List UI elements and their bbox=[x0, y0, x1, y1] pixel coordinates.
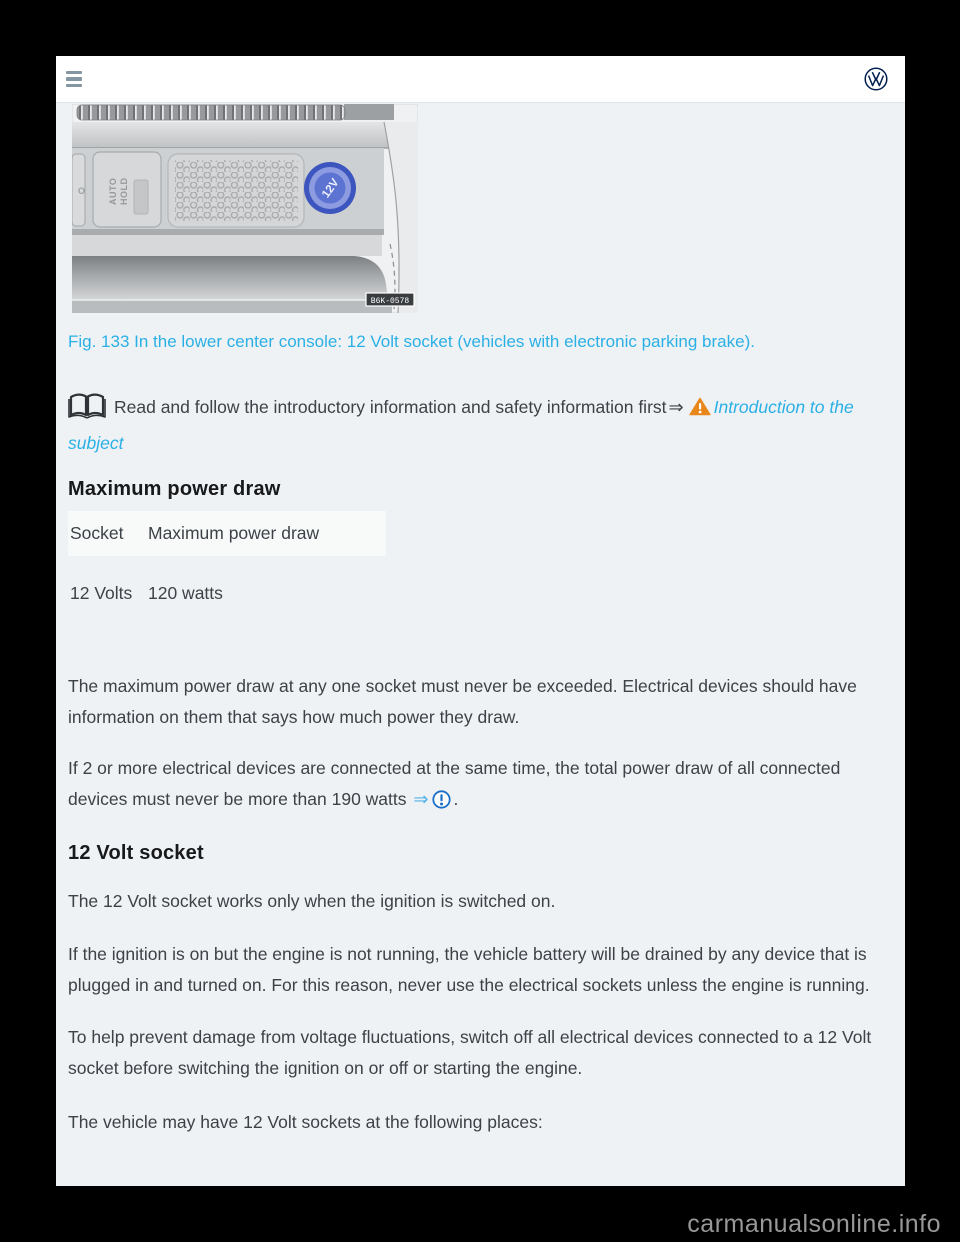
auto-hold-label-line1: AUTO bbox=[108, 177, 118, 205]
table-header-row bbox=[68, 511, 386, 556]
table-header-socket: Socket bbox=[70, 523, 124, 543]
hamburger-menu-icon[interactable] bbox=[66, 71, 84, 87]
manual-page-card bbox=[56, 56, 905, 1186]
heading-12-volt-socket: 12 Volt socket bbox=[68, 842, 204, 864]
paragraph-battery-drain: If the ignition is on but the engine is not running, the vehicle battery will be drained by any device that is plugged in and turned on. For this reason, never use the electrical sockets unless the engine is running. bbox=[68, 944, 870, 995]
auto-hold-label-line2: HOLD bbox=[119, 177, 129, 205]
power-draw-table bbox=[68, 511, 905, 604]
table-row bbox=[68, 583, 386, 604]
intro-note bbox=[68, 392, 880, 458]
ribbed-trim bbox=[77, 105, 345, 120]
paragraph-total-draw-end: . bbox=[453, 789, 459, 809]
intro-reference-link[interactable]: Introduction to the subject bbox=[68, 397, 854, 453]
ref-arrow-blue-icon[interactable]: ⇒ bbox=[413, 789, 429, 809]
paragraph-voltage-fluctuations: To help prevent damage from voltage fluctuations, switch off all electrical devices connected to a 12 Volt socket before switching the ignition on or off or starting the engine. bbox=[68, 1027, 872, 1078]
figure-image bbox=[72, 104, 418, 313]
page-content bbox=[56, 104, 905, 1138]
paragraph-socket-places: The vehicle may have 12 Volt sockets at the following places: bbox=[68, 1112, 543, 1132]
intro-text: Read and follow the introductory information and safety information first bbox=[114, 397, 667, 417]
table-header-draw: Maximum power draw bbox=[148, 523, 320, 543]
socket-12v bbox=[304, 162, 356, 214]
heading-maximum-power-draw: Maximum power draw bbox=[68, 478, 281, 500]
figure-code-tag bbox=[366, 293, 414, 306]
watermark-link[interactable]: carmanualsonline.info bbox=[687, 1210, 941, 1238]
table-cell-draw: 120 watts bbox=[148, 583, 223, 603]
ref-arrow-icon: ⇒ bbox=[668, 397, 684, 417]
warning-triangle-icon bbox=[689, 395, 711, 425]
paragraph-total-draw bbox=[68, 753, 880, 819]
svg-text:O: O bbox=[78, 186, 86, 196]
paragraph-total-draw-text: If 2 or more electrical devices are connected at the same time, the total power draw of all connected devices must never be more than 190 watts bbox=[68, 758, 841, 809]
table-cell-socket: 12 Volts bbox=[70, 583, 133, 603]
exclamation-circle-icon[interactable] bbox=[432, 788, 451, 819]
paragraph-max-draw: The maximum power draw at any one socket must never be exceeded. Electrical devices should have information on them that says how much power they draw. bbox=[68, 676, 857, 727]
socket-12v-label: 12V bbox=[320, 176, 342, 201]
viewer-header bbox=[56, 56, 905, 103]
figure-code-text: B6K-0578 bbox=[370, 297, 410, 306]
figure-caption: Fig. 133 In the lower center console: 12 Volt socket (vehicles with electronic parking brake). bbox=[68, 332, 755, 351]
paragraph-ignition: The 12 Volt socket works only when the ignition is switched on. bbox=[68, 891, 556, 911]
book-icon bbox=[68, 392, 106, 428]
trim-end-piece bbox=[344, 104, 394, 120]
vw-logo-icon[interactable] bbox=[864, 67, 888, 91]
